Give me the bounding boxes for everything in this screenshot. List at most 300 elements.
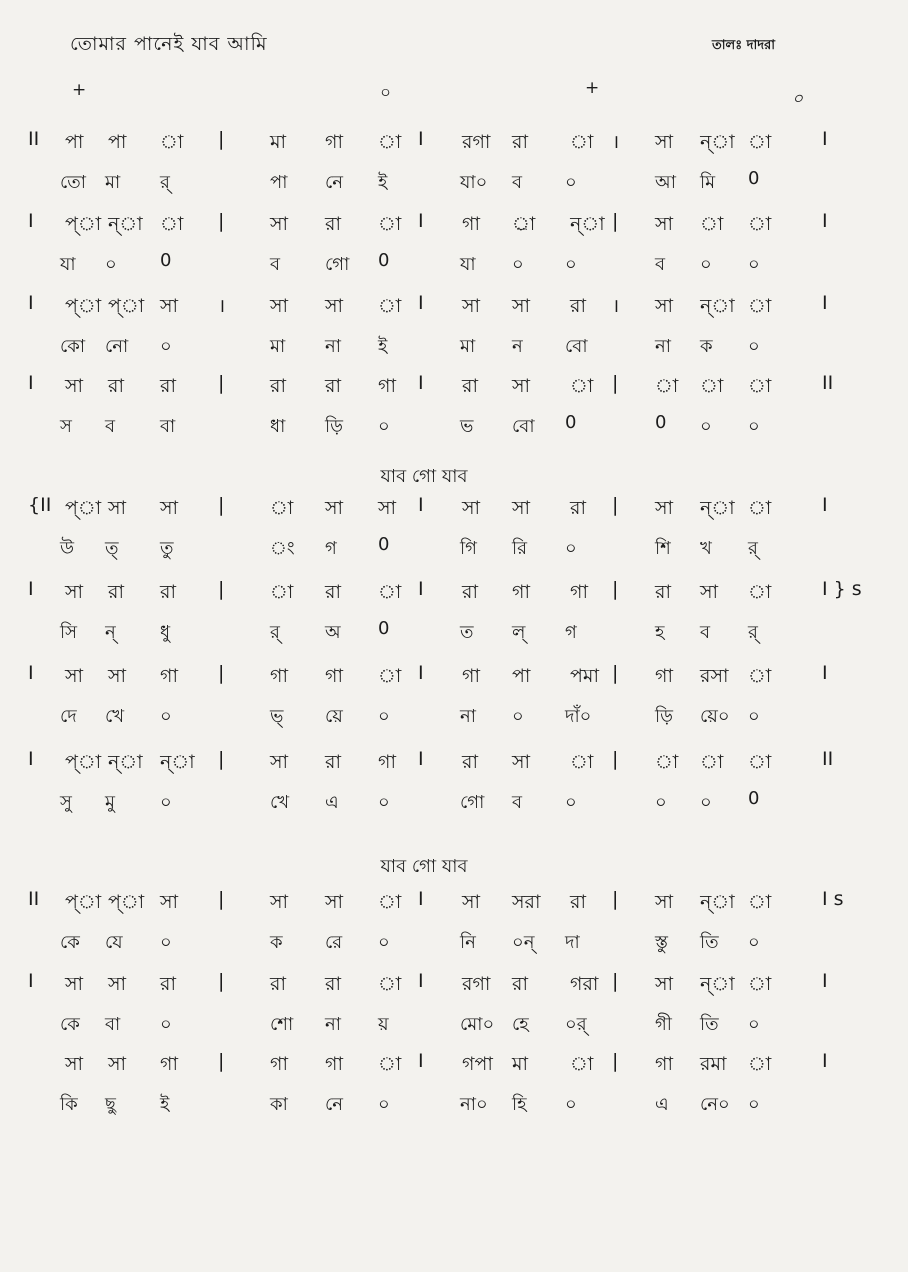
bar-line: I (28, 372, 34, 394)
lyric-syllable: ই (160, 1094, 170, 1115)
lyric-syllable: ০ (512, 254, 524, 275)
lyric-syllable: য়ে (325, 706, 343, 727)
swara-note: া (700, 751, 724, 773)
swara-note: সা (655, 497, 674, 519)
swara-note: ন্া (160, 751, 195, 773)
lyric-syllable: ০ (700, 254, 712, 275)
bar-line: I (418, 1050, 424, 1072)
lyric-syllable: গ (325, 538, 337, 559)
lyric-syllable: উ (60, 538, 75, 559)
swara-note: গা (160, 1053, 178, 1075)
swara-note: সা (512, 751, 531, 773)
bar-line: I } s (822, 578, 862, 600)
lyric-syllable: ০ (105, 254, 117, 275)
swara-note: রমা (700, 1053, 727, 1075)
swara-note: পা (512, 665, 531, 687)
swara-note: সা (512, 375, 531, 397)
swara-note: রা (512, 131, 528, 153)
swara-note: া (748, 497, 772, 519)
lyric-syllable: ০ (160, 932, 172, 953)
bar-line: | (218, 1050, 225, 1072)
swara-note: সা (270, 295, 289, 317)
lyric-row (0, 332, 908, 372)
swara-note: সা (160, 497, 179, 519)
bar-line: I (418, 292, 424, 314)
swara-note: া (378, 213, 402, 235)
lyric-row (0, 618, 908, 658)
swara-note: রা (462, 751, 478, 773)
swara-note: গা (570, 581, 588, 603)
swara-note: সা (65, 581, 84, 603)
swara-note: া (655, 375, 679, 397)
swara-note: সা (700, 581, 719, 603)
swara-note: সা (65, 1053, 84, 1075)
swara-note: গা (325, 1053, 343, 1075)
lyric-syllable: খ (700, 538, 712, 559)
lyric-syllable: 0 (748, 168, 760, 189)
swara-note: ন্া (700, 891, 735, 913)
swara-note: সা (160, 891, 179, 913)
bar-line: | (612, 210, 619, 232)
lyric-syllable: ০ (565, 1094, 577, 1115)
swara-note: রা (325, 213, 341, 235)
swara-note: া (748, 295, 772, 317)
swara-note: া (378, 581, 402, 603)
lyric-syllable: না (460, 706, 476, 727)
swara-note: সা (462, 295, 481, 317)
lyric-syllable: যা০ (460, 172, 488, 193)
swara-note: া (748, 581, 772, 603)
swara-note: রা (325, 751, 341, 773)
lyric-syllable: ই (378, 172, 388, 193)
swara-note: ন্া (570, 213, 605, 235)
lyric-syllable: শি (655, 538, 671, 559)
lyric-syllable: আ (655, 172, 676, 193)
lyric-syllable: সি (60, 622, 78, 643)
lyric-syllable: ০ (378, 416, 390, 437)
swara-note: গা (378, 751, 396, 773)
swara-note: রা (160, 581, 176, 603)
lyric-syllable: নে (325, 1094, 344, 1115)
swara-note: গা (512, 581, 530, 603)
lyric-syllable: তি (700, 932, 719, 953)
swara-note: া (748, 973, 772, 995)
beat-mark: ০ (380, 83, 392, 103)
lyric-syllable: গো (460, 792, 485, 813)
bar-line: | (218, 748, 225, 770)
bar-line: | (218, 970, 225, 992)
lyric-syllable: এ (655, 1094, 669, 1115)
bar-line: I (28, 292, 34, 314)
lyric-syllable: নি (460, 932, 476, 953)
notation-row (0, 128, 908, 168)
lyric-row (0, 928, 908, 968)
swara-note: সা (65, 665, 84, 687)
swara-note: া (748, 891, 772, 913)
swara-note: সা (655, 973, 674, 995)
lyric-syllable: যা (60, 254, 76, 275)
swara-note: া (700, 375, 724, 397)
swara-note: সা (270, 751, 289, 773)
swara-note: গা (270, 1053, 288, 1075)
swara-note: া (570, 375, 594, 397)
swara-note: া (270, 581, 294, 603)
lyric-syllable: 0 (565, 412, 577, 433)
swara-note: া (570, 131, 594, 153)
swara-note: গপা (462, 1053, 493, 1075)
bar-line: | (218, 372, 225, 394)
lyric-syllable: তি (700, 1014, 719, 1035)
swara-note: সা (655, 131, 674, 153)
swara-note: সা (160, 295, 179, 317)
lyric-syllable: খে (105, 706, 125, 727)
swara-note: রা (570, 295, 586, 317)
lyric-syllable: নে (325, 172, 344, 193)
lyric-syllable: ধু (160, 622, 171, 643)
bar-line: I (822, 494, 828, 516)
swara-note: া (748, 751, 772, 773)
swara-note: গা (160, 665, 178, 687)
lyric-syllable: ব (655, 254, 666, 275)
lyric-syllable: ল্ (512, 622, 526, 643)
lyric-syllable: মি (700, 172, 716, 193)
swara-note: া (570, 751, 594, 773)
swara-note: রা (462, 375, 478, 397)
swara-note: ন্া (108, 751, 143, 773)
bar-line: | (612, 748, 619, 770)
swara-note: রসা (700, 665, 729, 687)
swara-note: ন্া (108, 213, 143, 235)
lyric-syllable: ড়ি (325, 416, 343, 437)
lyric-row (0, 1010, 908, 1050)
bar-line: I (822, 292, 828, 314)
lyric-syllable: ০ (700, 416, 712, 437)
lyric-row (0, 168, 908, 208)
notation-row (0, 1050, 908, 1090)
lyric-syllable: গো (325, 254, 350, 275)
swara-note: মা (270, 131, 287, 153)
swara-note: র্া (512, 213, 536, 235)
swara-note: া (378, 1053, 402, 1075)
swara-note: রা (108, 375, 124, 397)
lyric-syllable: বা (105, 1014, 121, 1035)
swara-note: া (378, 295, 402, 317)
lyric-syllable: বো (512, 416, 535, 437)
lyric-syllable: ত (460, 622, 474, 643)
swara-note: রা (160, 375, 176, 397)
lyric-row (0, 788, 908, 828)
lyric-syllable: 0 (748, 788, 760, 809)
bar-line: | (218, 128, 225, 150)
bar-line: I (28, 748, 34, 770)
swara-note: ন্া (700, 973, 735, 995)
swara-note: প্া (65, 751, 102, 773)
lyric-syllable: ০ (378, 792, 390, 813)
bar-line: | (612, 494, 619, 516)
refrain-label: যাব গো যাব (380, 856, 468, 877)
swara-note: া (378, 891, 402, 913)
lyric-syllable: ০ (378, 932, 390, 953)
bar-line: । (612, 295, 620, 317)
lyric-syllable: ০ (160, 792, 172, 813)
bar-line: I (822, 210, 828, 232)
lyric-syllable: যা (460, 254, 476, 275)
lyric-syllable: ০ (748, 1094, 760, 1115)
lyric-syllable: দে (60, 706, 77, 727)
lyric-syllable: ০ (160, 1014, 172, 1035)
lyric-syllable: স্তু (655, 932, 668, 953)
lyric-syllable: মু (105, 792, 115, 813)
lyric-syllable: দা (565, 932, 580, 953)
lyric-syllable: না০ (460, 1094, 488, 1115)
lyric-syllable: য় (378, 1014, 389, 1035)
swara-note: প্া (65, 213, 102, 235)
lyric-syllable: যে (105, 932, 123, 953)
swara-note: গা (325, 665, 343, 687)
bar-line: I (418, 748, 424, 770)
swara-note: া (378, 973, 402, 995)
lyric-syllable: ব (270, 254, 281, 275)
bar-line: I (418, 662, 424, 684)
swara-note: গা (655, 665, 673, 687)
swara-note: গরা (570, 973, 599, 995)
swara-note: পা (108, 131, 127, 153)
lyric-syllable: ০ন্ (512, 932, 535, 953)
lyric-syllable: ০ (565, 254, 577, 275)
lyric-syllable: কো (60, 336, 86, 357)
swara-note: া (378, 665, 402, 687)
swara-note: সা (108, 497, 127, 519)
lyric-syllable: হি (512, 1094, 527, 1115)
lyric-syllable: ভ্ (270, 706, 284, 727)
swara-note: গা (270, 665, 288, 687)
swara-note: সা (108, 973, 127, 995)
beat-mark: + (72, 80, 87, 100)
swara-note: সা (378, 497, 397, 519)
swara-note: রা (270, 973, 286, 995)
swara-note: গা (462, 213, 480, 235)
swara-note: সা (325, 891, 344, 913)
bar-line: I (418, 372, 424, 394)
swara-note: মা (512, 1053, 529, 1075)
swara-note: রা (655, 581, 671, 603)
lyric-syllable: মা (105, 172, 121, 193)
swara-note: সা (462, 497, 481, 519)
swara-note: রা (108, 581, 124, 603)
lyric-syllable: ব (700, 622, 711, 643)
lyric-syllable: 0 (378, 534, 390, 555)
lyric-syllable: অ (325, 622, 341, 643)
swara-note: সা (65, 973, 84, 995)
lyric-syllable: ছু (105, 1094, 116, 1115)
lyric-syllable: গী (655, 1014, 672, 1035)
swara-note: রগা (462, 973, 491, 995)
bar-line: | (612, 970, 619, 992)
lyric-row (0, 250, 908, 290)
bar-line: | (218, 662, 225, 684)
lyric-syllable: ব (512, 792, 523, 813)
swara-note: া (160, 131, 184, 153)
bar-line: | (612, 662, 619, 684)
lyric-syllable: ভ (460, 416, 474, 437)
lyric-syllable: র্ (160, 172, 170, 193)
song-title: তোমার পানেই যাব আমি (70, 33, 268, 55)
lyric-syllable: বা (160, 416, 176, 437)
lyric-syllable: মো০ (460, 1014, 495, 1035)
notation-row (0, 494, 908, 534)
swara-note: সা (655, 295, 674, 317)
swara-note: সা (270, 891, 289, 913)
notation-row (0, 578, 908, 618)
swara-note: সা (325, 295, 344, 317)
bar-line: I (418, 970, 424, 992)
swara-note: সা (655, 213, 674, 235)
lyric-syllable: য়ে০ (700, 706, 730, 727)
swara-note: া (748, 375, 772, 397)
swara-note: া (748, 213, 772, 235)
swara-note: প্া (108, 891, 145, 913)
notation-row (0, 210, 908, 250)
swara-note: রা (325, 375, 341, 397)
swara-note: রগা (462, 131, 491, 153)
lyric-syllable: ং (270, 538, 295, 559)
lyric-syllable: মা (460, 336, 476, 357)
lyric-syllable: রে (325, 932, 343, 953)
lyric-syllable: ০ (655, 792, 667, 813)
bar-line: | (612, 888, 619, 910)
swara-note: সা (65, 375, 84, 397)
lyric-syllable: কে (60, 1014, 80, 1035)
lyric-syllable: ০ (748, 254, 760, 275)
notation-row (0, 662, 908, 702)
lyric-syllable: কে (60, 932, 80, 953)
refrain-label: যাব গো যাব (380, 466, 468, 487)
lyric-syllable: হ (655, 622, 665, 643)
bar-line: II (28, 888, 40, 910)
swara-note: া (700, 213, 724, 235)
lyric-syllable: ০ (160, 336, 172, 357)
lyric-syllable: ০ (565, 792, 577, 813)
notation-row (0, 888, 908, 928)
lyric-syllable: ০ (512, 706, 524, 727)
lyric-syllable: ত্ (105, 538, 119, 559)
swara-note: প্া (65, 891, 102, 913)
swara-note: া (748, 665, 772, 687)
swara-note: সা (462, 891, 481, 913)
lyric-syllable: 0 (160, 250, 172, 271)
lyric-syllable: ক (270, 932, 283, 953)
lyric-row (0, 412, 908, 452)
lyric-syllable: ড়ি (655, 706, 673, 727)
lyric-syllable: রি (512, 538, 528, 559)
bar-line: {II (28, 494, 52, 516)
swara-note: সা (512, 497, 531, 519)
swara-note: া (270, 497, 294, 519)
lyric-syllable: ০ (565, 538, 577, 559)
bar-line: II (822, 748, 834, 770)
swara-note: া (570, 1053, 594, 1075)
lyric-syllable: না (325, 1014, 341, 1035)
bar-line: I (418, 128, 424, 150)
lyric-syllable: র্ (748, 622, 758, 643)
bar-line: | (612, 372, 619, 394)
bar-line: I (28, 970, 34, 992)
lyric-syllable: তো (60, 172, 87, 193)
lyric-syllable: ০র্ (565, 1014, 587, 1035)
swara-note: ন্া (700, 497, 735, 519)
swara-note: সা (655, 891, 674, 913)
notation-row (0, 970, 908, 1010)
bar-line: | (218, 210, 225, 232)
lyric-syllable: খে (270, 792, 290, 813)
lyric-syllable: ০ (378, 706, 390, 727)
swara-note: ন্া (700, 131, 735, 153)
swara-note: রা (570, 497, 586, 519)
swara-note: পমা (570, 665, 599, 687)
lyric-syllable: ব (105, 416, 116, 437)
lyric-syllable: ন্ (105, 622, 116, 643)
lyric-row (0, 702, 908, 742)
lyric-syllable: ০ (748, 706, 760, 727)
lyric-syllable: ০ (378, 1094, 390, 1115)
swara-note: া (748, 131, 772, 153)
lyric-syllable: ০ (160, 706, 172, 727)
bar-line: | (218, 578, 225, 600)
lyric-syllable: ০ (748, 336, 760, 357)
bar-line: I (28, 210, 34, 232)
lyric-syllable: ০ (748, 416, 760, 437)
lyric-syllable: 0 (655, 412, 667, 433)
bar-line: | (612, 578, 619, 600)
bar-line: I (28, 578, 34, 600)
swara-note: প্া (108, 295, 145, 317)
lyric-syllable: গ (565, 622, 577, 643)
lyric-syllable: শো (270, 1014, 294, 1035)
lyric-syllable: 0 (378, 250, 390, 271)
swara-note: প্া (65, 295, 102, 317)
bar-line: । (612, 131, 620, 153)
lyric-syllable: না (655, 336, 671, 357)
lyric-syllable: কি (60, 1094, 78, 1115)
swara-note: গা (378, 375, 396, 397)
swara-note: গা (655, 1053, 673, 1075)
bar-line: I (418, 494, 424, 516)
swara-note: সা (108, 1053, 127, 1075)
lyric-syllable: ধা (270, 416, 286, 437)
bar-line: I (822, 128, 828, 150)
beat-mark: ০ (792, 89, 804, 109)
lyric-syllable: বো (565, 336, 588, 357)
bar-line: । (218, 295, 226, 317)
lyric-syllable: না (325, 336, 341, 357)
lyric-row (0, 1090, 908, 1130)
swara-note: রা (325, 973, 341, 995)
swara-note: ন্া (700, 295, 735, 317)
swara-note: রা (462, 581, 478, 603)
lyric-row (0, 534, 908, 574)
bar-line: I s (822, 888, 844, 910)
lyric-syllable: সু (60, 792, 72, 813)
lyric-syllable: হে (512, 1014, 529, 1035)
lyric-syllable: তু (160, 538, 174, 559)
lyric-syllable: 0 (378, 618, 390, 639)
bar-line: | (218, 494, 225, 516)
swara-note: রা (270, 375, 286, 397)
lyric-syllable: ব (512, 172, 523, 193)
swara-note: া (655, 751, 679, 773)
swara-note: া (378, 131, 402, 153)
bar-line: I (418, 578, 424, 600)
